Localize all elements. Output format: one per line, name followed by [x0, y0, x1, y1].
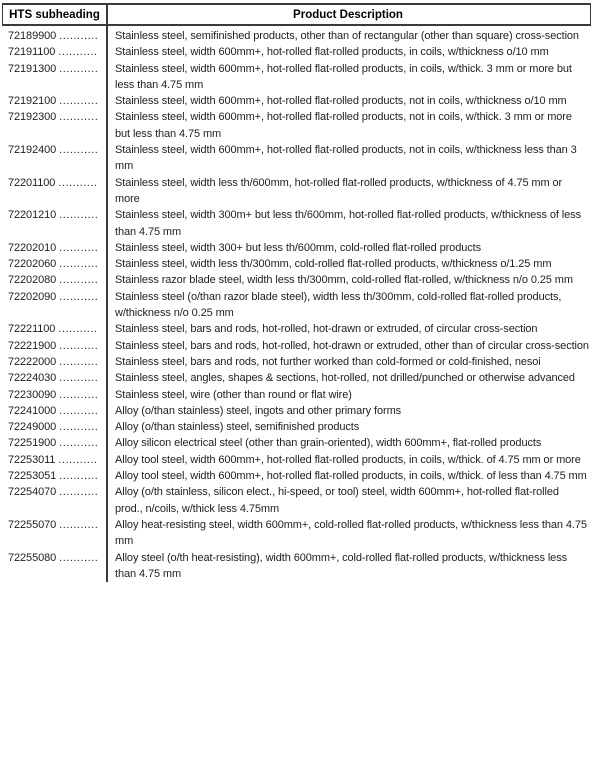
table-row	[2, 289, 591, 322]
product-description-cell: Alloy (o/than stainless) steel, ingots and other primary forms	[115, 404, 402, 417]
dot-leader: ...........	[59, 372, 99, 385]
product-description-cell: Stainless steel, width 600mm+, hot-rolled flat-rolled products, in coils, w/thickness o/10 mm	[115, 46, 549, 59]
hts-code-cell	[2, 142, 106, 175]
hts-code-cell	[2, 452, 106, 468]
table-row	[2, 256, 591, 272]
hts-code: 72202010	[8, 241, 57, 254]
product-description-cell: Stainless steel, width 300m+ but less th/600mm, hot-rolled flat-rolled products, w/thickness of less than 4.75 mm	[115, 209, 581, 238]
table-row	[2, 142, 591, 175]
product-description-cell: Alloy silicon electrical steel (other than grain-oriented), width 600mm+, flat-rolled products	[115, 437, 542, 450]
product-description-cell: Alloy tool steel, width 600mm+, hot-rolled flat-rolled products, in coils, w/thick. of 4.75 mm or more	[115, 453, 581, 466]
hts-code-cell	[2, 484, 106, 517]
table-row	[2, 44, 591, 60]
hts-code: 72192100	[8, 95, 57, 108]
dot-leader: ...........	[59, 258, 99, 271]
hts-code: 72255080	[8, 551, 57, 564]
dot-leader: ...........	[59, 470, 99, 483]
dot-leader: ...........	[59, 111, 99, 124]
hts-code-cell	[2, 175, 106, 208]
table-row	[2, 272, 591, 288]
table-row	[2, 61, 591, 94]
hts-code-cell	[2, 207, 106, 240]
table-row	[2, 387, 591, 403]
product-description-cell: Alloy steel (o/th heat-resisting), width 600mm+, cold-rolled flat-rolled products, w/thickness less than 4.75 mm	[115, 551, 567, 580]
dot-leader: ...........	[58, 453, 98, 466]
product-description-cell: Stainless razor blade steel, width less th/300mm, cold-rolled flat-rolled, w/thickness n/o 0.25 mm	[115, 274, 573, 287]
table-row	[2, 321, 591, 337]
product-description-cell: Stainless steel, bars and rods, not further worked than cold-formed or cold-finished, nesoi	[115, 355, 541, 368]
hts-code: 72253051	[8, 470, 57, 483]
hts-code-cell	[2, 550, 106, 583]
hts-code-cell	[2, 256, 106, 272]
dot-leader: ...........	[59, 421, 99, 434]
hts-code-cell	[2, 61, 106, 94]
dot-leader: ...........	[59, 144, 99, 157]
hts-code-cell	[2, 289, 106, 322]
dot-leader: ...........	[59, 404, 99, 417]
table-row	[2, 207, 591, 240]
hts-code: 72192300	[8, 111, 57, 124]
dot-leader: ...........	[59, 95, 99, 108]
dot-leader: ...........	[59, 290, 99, 303]
hts-code-cell	[2, 403, 106, 419]
hts-code-cell	[2, 419, 106, 435]
hts-code: 72222000	[8, 355, 57, 368]
hts-code: 72230090	[8, 388, 57, 401]
dot-leader: ...........	[59, 388, 99, 401]
dot-leader: ...........	[59, 241, 99, 254]
product-description-cell: Alloy (o/than stainless) steel, semifinished products	[115, 421, 360, 434]
hts-code: 72255070	[8, 518, 57, 531]
hts-code: 72202060	[8, 258, 57, 271]
product-description-cell: Stainless steel, width 300+ but less th/600mm, cold-rolled flat-rolled products	[115, 241, 481, 254]
table-row	[2, 338, 591, 354]
hts-code-cell	[2, 338, 106, 354]
hts-code-cell	[2, 44, 106, 60]
dot-leader: ...........	[59, 339, 99, 352]
product-description-cell: Stainless steel, width less th/600mm, hot-rolled flat-rolled products, w/thickness of 4.75 mm or more	[115, 176, 563, 205]
hts-code: 72191300	[8, 62, 57, 75]
table-row	[2, 109, 591, 142]
hts-code-cell	[2, 435, 106, 451]
hts-code-cell	[2, 370, 106, 386]
table-row	[2, 550, 591, 583]
hts-code-cell	[2, 240, 106, 256]
hts-code-cell	[2, 387, 106, 403]
dot-leader: ...........	[59, 274, 99, 287]
hts-code-cell	[2, 468, 106, 484]
dot-leader: ...........	[59, 30, 99, 42]
product-description-cell: Stainless steel, semifinished products, other than of rectangular (other than square) cross-section	[115, 30, 579, 42]
product-description-cell: Stainless steel, bars and rods, hot-rolled, hot-drawn or extruded, of circular cross-section	[115, 323, 538, 336]
product-description-cell: Stainless steel, bars and rods, hot-rolled, hot-drawn or extruded, other than of circular cross-section	[115, 339, 589, 352]
product-description-cell: Stainless steel, width 600mm+, hot-rolled flat-rolled products, in coils, w/thick. 3 mm or more but less than 4.75 mm	[115, 62, 572, 91]
hts-code: 72249000	[8, 421, 57, 434]
hts-code: 72191100	[8, 46, 56, 59]
hts-code-cell	[2, 517, 106, 550]
hts-code-cell	[2, 321, 106, 337]
hts-code-cell	[2, 93, 106, 109]
header-product-description: Product Description	[293, 8, 403, 21]
product-description-cell: Stainless steel, angles, shapes & sections, hot-rolled, not drilled/punched or otherwise advanced	[115, 372, 575, 385]
hts-code: 72221900	[8, 339, 57, 352]
hts-code-cell	[2, 109, 106, 142]
hts-code: 72201100	[8, 176, 56, 189]
hts-code: 72189900	[8, 30, 57, 42]
dot-leader: ...........	[59, 437, 99, 450]
dot-leader: ...........	[59, 486, 99, 499]
hts-table	[2, 3, 591, 582]
product-description-cell: Stainless steel, wire (other than round or flat wire)	[115, 388, 352, 401]
hts-code: 72202080	[8, 274, 57, 287]
dot-leader: ...........	[59, 355, 99, 368]
hts-code-cell	[2, 354, 106, 370]
table-body	[2, 26, 591, 582]
product-description-cell: Stainless steel (o/than razor blade steel), width less th/300mm, cold-rolled flat-rolled products, w/thickness n/o 0.25 mm	[115, 290, 562, 320]
hts-code: 72192400	[8, 144, 57, 157]
hts-code-cell	[2, 28, 106, 44]
dot-leader: ...........	[59, 518, 99, 531]
product-description-cell: Stainless steel, width 600mm+, hot-rolled flat-rolled products, not in coils, w/thickness o/10 mm	[115, 95, 567, 108]
table-row	[2, 452, 591, 468]
table-row	[2, 175, 591, 208]
table-row	[2, 354, 591, 370]
dot-leader: ...........	[59, 62, 99, 75]
dot-leader: ...........	[58, 176, 98, 189]
hts-code: 72254070	[8, 486, 57, 499]
dot-leader: ...........	[59, 209, 99, 222]
hts-code: 72201210	[8, 209, 57, 222]
table-row	[2, 468, 591, 484]
hts-code: 72241000	[8, 404, 57, 417]
dot-leader: ...........	[59, 551, 99, 564]
hts-code: 72224030	[8, 372, 57, 385]
hts-code: 72253011	[8, 453, 56, 466]
product-description-cell: Alloy heat-resisting steel, width 600mm+, cold-rolled flat-rolled products, w/thickness less than 4.75 mm	[115, 518, 587, 548]
dot-leader: ...........	[58, 323, 98, 336]
table-row	[2, 28, 591, 44]
product-description-cell: Stainless steel, width 600mm+, hot-rolled flat-rolled products, not in coils, w/thick. 3 mm or more but less than 4.75 mm	[115, 111, 572, 140]
table-row	[2, 419, 591, 435]
table-row	[2, 517, 591, 550]
dot-leader: ...........	[58, 46, 98, 59]
table-row	[2, 484, 591, 517]
table-row	[2, 93, 591, 109]
column-divider	[106, 3, 108, 582]
table-row	[2, 240, 591, 256]
table-row	[2, 403, 591, 419]
header-hts-subheading: HTS subheading	[9, 8, 100, 21]
hts-code: 72202090	[8, 290, 57, 303]
product-description-cell: Alloy (o/th stainless, silicon elect., hi-speed, or tool) steel, width 600mm+, hot-rolled flat-rolled prod., n/coils, w/thick less 4.75mm	[115, 486, 559, 515]
product-description-cell: Stainless steel, width 600mm+, hot-rolled flat-rolled products, not in coils, w/thickness less than 3 mm	[115, 144, 577, 173]
product-description-cell: Alloy tool steel, width 600mm+, hot-rolled flat-rolled products, in coils, w/thick. of less than 4.75 mm	[115, 470, 587, 483]
hts-code-cell	[2, 272, 106, 288]
hts-code: 72221100	[8, 323, 56, 336]
product-description-cell: Stainless steel, width less th/300mm, cold-rolled flat-rolled products, w/thickness o/1.25 mm	[115, 258, 552, 271]
table-row	[2, 435, 591, 451]
table-header-row	[2, 3, 591, 26]
table-row	[2, 370, 591, 386]
hts-code: 72251900	[8, 437, 57, 450]
